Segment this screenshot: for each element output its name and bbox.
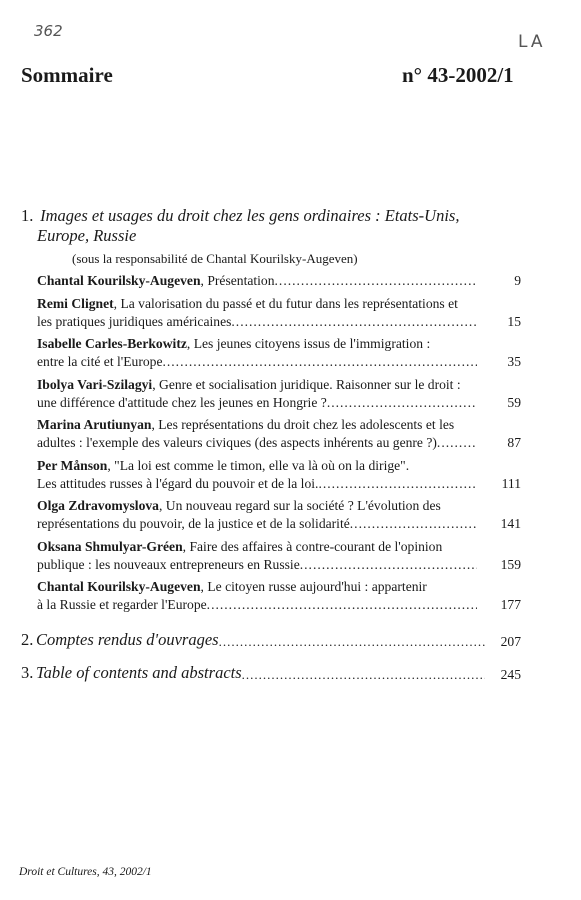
toc-entry-title-start: , Faire des affaires à contre-courant de l'opinion: [182, 538, 443, 554]
toc-entry-text: [37, 497, 477, 533]
toc-entry-text: [37, 295, 477, 331]
section-2-page: 207: [500, 634, 521, 649]
toc-entry-last-line: [37, 596, 477, 614]
toc-entry-title-end: à la Russie et regarder l'Europe: [37, 597, 207, 612]
toc-entry-first-line: [37, 416, 477, 434]
toc-entry-title-start: , Les jeunes citoyens issus de l'immigration :: [186, 336, 431, 351]
toc-entry-page: 87: [507, 435, 521, 450]
toc-entry-title-end: les pratiques juridiques américaines: [37, 313, 232, 329]
toc-entry-first-line: [37, 497, 477, 515]
toc-entry-title-start: , "La loi est comme le timon, elle va là où on la dirige".: [107, 457, 410, 473]
dot-leader: [300, 556, 477, 574]
toc-entry: [37, 457, 521, 493]
toc-entry-title-end: entre la cité et l'Europe: [37, 354, 163, 369]
toc-entry-author: Ibolya Vari-Szilagyi: [37, 376, 153, 392]
handwritten-initials: LA: [518, 32, 546, 52]
toc-entry-text: [37, 272, 477, 290]
section-1-number: 1.: [21, 206, 34, 225]
toc-entry-title-end: une différence d'attitude chez les jeunes en Hongrie ?: [37, 394, 327, 410]
toc-entry-last-line: [37, 515, 477, 533]
section-3-number: 3.: [21, 663, 34, 682]
handwritten-number: 362: [34, 22, 63, 40]
toc-entry-title-end: , Présentation: [200, 273, 275, 288]
section-2-title: Comptes rendus d'ouvrages: [36, 630, 219, 649]
toc-entry-first-line: [37, 335, 477, 353]
toc-entry: [37, 272, 521, 290]
section-1-heading: [21, 206, 521, 226]
toc-entry-first-line: [37, 578, 477, 596]
page-title: Sommaire: [21, 63, 113, 87]
section-1-title-line1: Images et usages du droit chez les gens ordinaires : Etats-Unis,: [40, 206, 460, 225]
toc-entry-author: Remi Clignet: [37, 295, 114, 311]
section-2-number: 2.: [21, 630, 34, 649]
dot-leader: [219, 630, 485, 650]
toc-entry: [37, 295, 521, 331]
toc-entry-author: Isabelle Carles-Berkowitz: [37, 336, 187, 351]
toc-entry-last-line: [37, 475, 477, 493]
toc-entry: [37, 497, 521, 533]
dot-leader: [350, 515, 477, 533]
toc-entry-author: Olga Zdravomyslova: [37, 498, 159, 513]
toc-entry-page: 15: [507, 313, 521, 329]
toc-entry-text: [37, 376, 477, 412]
toc-entry-page: 159: [500, 556, 521, 572]
toc-entry-first-line: [37, 295, 477, 313]
section-1-title-line2: Europe, Russie: [37, 226, 137, 245]
toc-entry-title-start: , Genre et socialisation juridique. Raisonner sur le droit :: [152, 376, 461, 392]
toc-entry-title-start: , La valorisation du passé et du futur dans les représentations et: [113, 295, 458, 311]
toc-entry-title-end: Les attitudes russes à l'égard du pouvoir et de la loi.: [37, 475, 319, 491]
toc-entry: [37, 416, 521, 452]
section-3-page: 245: [500, 667, 521, 682]
toc-entry-last-line: [37, 272, 477, 290]
toc-entry-text: [37, 335, 477, 371]
toc-entry-page: 35: [507, 354, 521, 369]
toc-entry-title-end: représentations du pouvoir, de la justice et de la solidarité: [37, 516, 350, 531]
toc-entry-last-line: [37, 353, 477, 371]
toc-entry-first-line: [37, 376, 477, 394]
section-1-responsibility: (sous la responsabilité de Chantal Kourilsky-Augeven): [72, 251, 358, 266]
dot-leader: [275, 272, 477, 290]
toc-entry: [37, 335, 521, 371]
toc-entry-last-line: [37, 394, 477, 412]
toc-entry-title-start: , Un nouveau regard sur la société ? L'évolution des: [158, 498, 441, 513]
toc-entry-text: [37, 538, 477, 574]
section-3-row: [21, 663, 521, 683]
dot-leader: [231, 313, 477, 331]
dot-leader: [162, 353, 477, 371]
toc-entry-text: [37, 578, 477, 614]
section-3-title: Table of contents and abstracts: [36, 663, 242, 682]
toc-entry-title-end: publique : les nouveaux entrepreneurs en Russie: [37, 556, 300, 572]
toc-entry-page: 141: [500, 516, 521, 531]
dot-leader: [207, 596, 477, 614]
issue-number: n° 43-2002/1: [402, 63, 514, 87]
toc-entry: [37, 578, 521, 614]
toc-entry-title-start: , Les représentations du droit chez les adolescents et les: [151, 417, 455, 432]
footer-citation: Droit et Cultures, 43, 2002/1: [19, 866, 152, 878]
toc-entry-page: 59: [507, 394, 521, 410]
dot-leader: [242, 663, 485, 683]
section-2-row: [21, 630, 521, 650]
toc-entry-first-line: [37, 538, 477, 556]
toc-entry-page: 9: [514, 273, 521, 288]
toc-entry-author: Per Månson: [37, 457, 108, 473]
toc-entry-author: Marina Arutiunyan: [37, 417, 152, 432]
toc-entry-page: 177: [500, 597, 521, 612]
toc-entry-text: [37, 457, 477, 493]
toc-entry-author: Chantal Kourilsky-Augeven: [37, 579, 201, 594]
toc-entry: [37, 376, 521, 412]
toc-entry-last-line: [37, 313, 477, 331]
toc-entry-author: Oksana Shmulyar-Gréen: [37, 538, 183, 554]
toc-entry-last-line: [37, 556, 477, 574]
toc-entry-text: [37, 416, 477, 452]
toc-entry-author: Chantal Kourilsky-Augeven: [37, 273, 201, 288]
dot-leader: [318, 475, 477, 493]
toc-entry-first-line: [37, 457, 477, 475]
dot-leader: [327, 394, 477, 412]
dot-leader: [437, 434, 477, 452]
toc-entries: [37, 272, 521, 619]
toc-entry: [37, 538, 521, 574]
toc-entry-title-end: adultes : l'exemple des valeurs civiques (des aspects inhérents au genre ?): [37, 435, 437, 450]
toc-entry-page: 111: [501, 475, 521, 491]
toc-entry-title-start: , Le citoyen russe aujourd'hui : appartenir: [200, 579, 427, 594]
toc-entry-last-line: [37, 434, 477, 452]
